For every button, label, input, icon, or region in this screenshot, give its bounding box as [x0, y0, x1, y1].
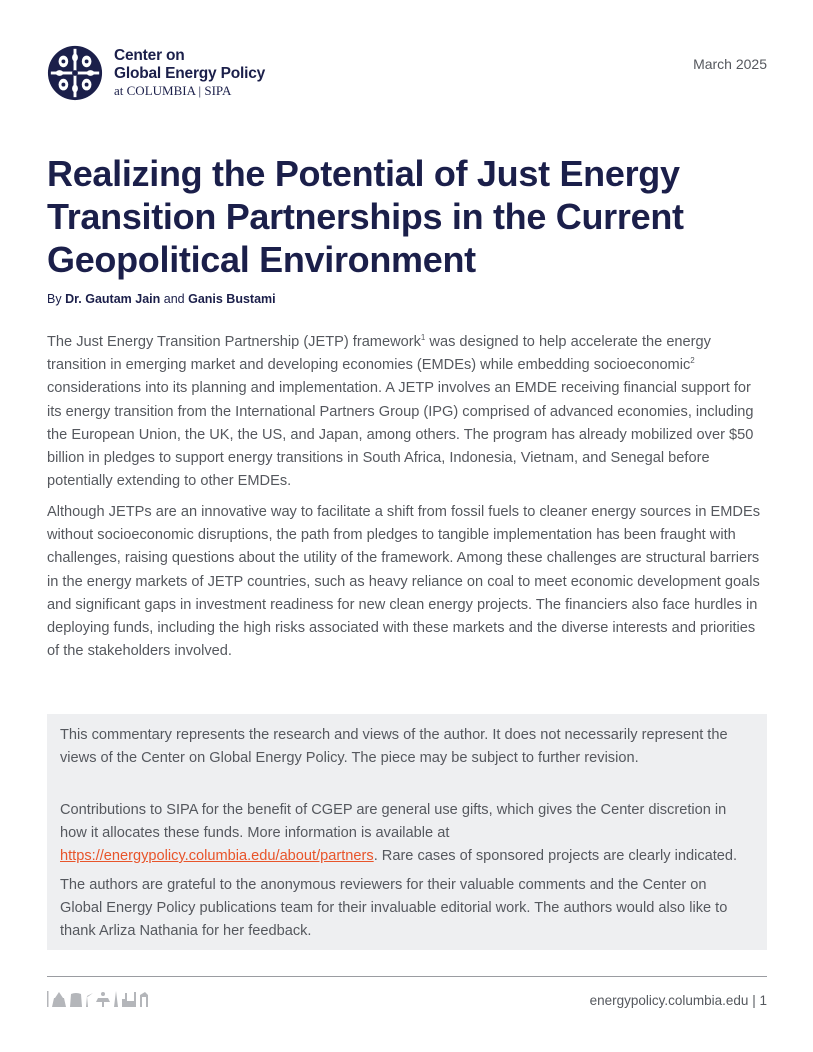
footnote-ref-2[interactable]: 2: [690, 356, 695, 366]
funding-note: [60, 799, 750, 868]
paragraph-1-part-3: considerations into its planning and implementation. A JETP involves an EMDE receiving financial support for its energy transition from the International Partners Group (IPG) comprised of advanced economies, including the European Union, the UK, the US, and Japan, among others. The program has already mobilized over $50 billion in pledges to support energy transitions in South Africa, Indonesia, Vietnam, and Senegal before potentially extending to other EMDEs.: [47, 380, 754, 490]
publication-date: March 2025: [693, 56, 767, 72]
paragraph-2: Although JETPs are an innovative way to facilitate a shift from fossil fuels to cleaner energy sources in EMDEs without socioeconomic disruptions, the path from pledges to tangible implementation has been fraught with challenges, raising questions about the utility of the framework. Among these challenges are structural barriers in the energy markets of JETP countries, such as heavy reliance on coal to meet economic development goals and significant gaps in investment readiness for new clean energy projects. The financiers also face hurdles in deploying funds, including the high risks associated with these markets and the diverse interests and priorities of the stakeholders involved.: [47, 504, 760, 660]
oil-rig-icon: [52, 992, 66, 1007]
paragraph-1-part-1: The Just Energy Transition Partnership (JETP) framework: [47, 334, 421, 350]
paragraph-1: [47, 331, 769, 493]
oil-pump-icon: [140, 992, 148, 1007]
logo-line-3: at COLUMBIA | SIPA: [114, 82, 232, 98]
cooling-tower-icon: [70, 993, 82, 1007]
transmission-tower-icon: [114, 991, 118, 1007]
factory-icon: [122, 992, 136, 1007]
sun-icon: [101, 992, 105, 996]
solar-panel-icon: [96, 998, 110, 1007]
footer-separator: |: [752, 993, 756, 1008]
document-title: Realizing the Potential of Just Energy Transition Partnerships in the Current Geopolitical Environment: [47, 153, 684, 280]
byline-prefix: By: [47, 292, 62, 306]
logo-line-1: Center on: [114, 47, 185, 65]
funding-note-text-end: . Rare cases of sponsored projects are clearly indicated.: [373, 848, 738, 864]
cgep-globe-logo-icon: [46, 44, 104, 102]
footer-divider: [47, 976, 767, 977]
wind-turbine-icon: [86, 993, 93, 1007]
funding-note-text: Contributions to SIPA for the benefit of CGEP are general use gifts, which gives the Center discretion in how it allocates these funds. More information is available at: [60, 802, 727, 841]
author-2: Ganis Bustami: [188, 292, 276, 306]
acknowledgements-note: The authors are grateful to the anonymous reviewers for their valuable comments and the Center on Global Energy Policy publications team for their invaluable editorial work. The authors would also like to thank Arliza Nathania for her feedback.: [60, 877, 728, 939]
author-1: Dr. Gautam Jain: [65, 292, 161, 306]
byline: [47, 292, 276, 306]
footnote-ref-1[interactable]: 1: [420, 333, 426, 342]
page-number: 1: [759, 993, 767, 1008]
cgep-logo: [46, 44, 265, 102]
byline-joiner: and: [163, 292, 185, 306]
footer: [590, 993, 767, 1008]
disclaimer-note: This commentary represents the research and views of the author. It does not necessarily represent the views of the Center on Global Energy Policy. The piece may be subject to further revision.: [60, 727, 728, 766]
paragraph-1-part-2: was designed to help accelerate the energy transition in emerging market and developing economies (EMDEs) while embedding socioeconomic: [47, 334, 711, 374]
footer-site[interactable]: energypolicy.columbia.edu: [589, 993, 749, 1008]
disclaimer-box: [47, 714, 767, 950]
partners-link[interactable]: https://energypolicy.columbia.edu/about/partners: [60, 848, 374, 864]
logo-line-2: Global Energy Policy: [114, 65, 266, 83]
pylon-icon: [47, 991, 49, 1007]
energy-infrastructure-icons: [46, 988, 164, 1008]
